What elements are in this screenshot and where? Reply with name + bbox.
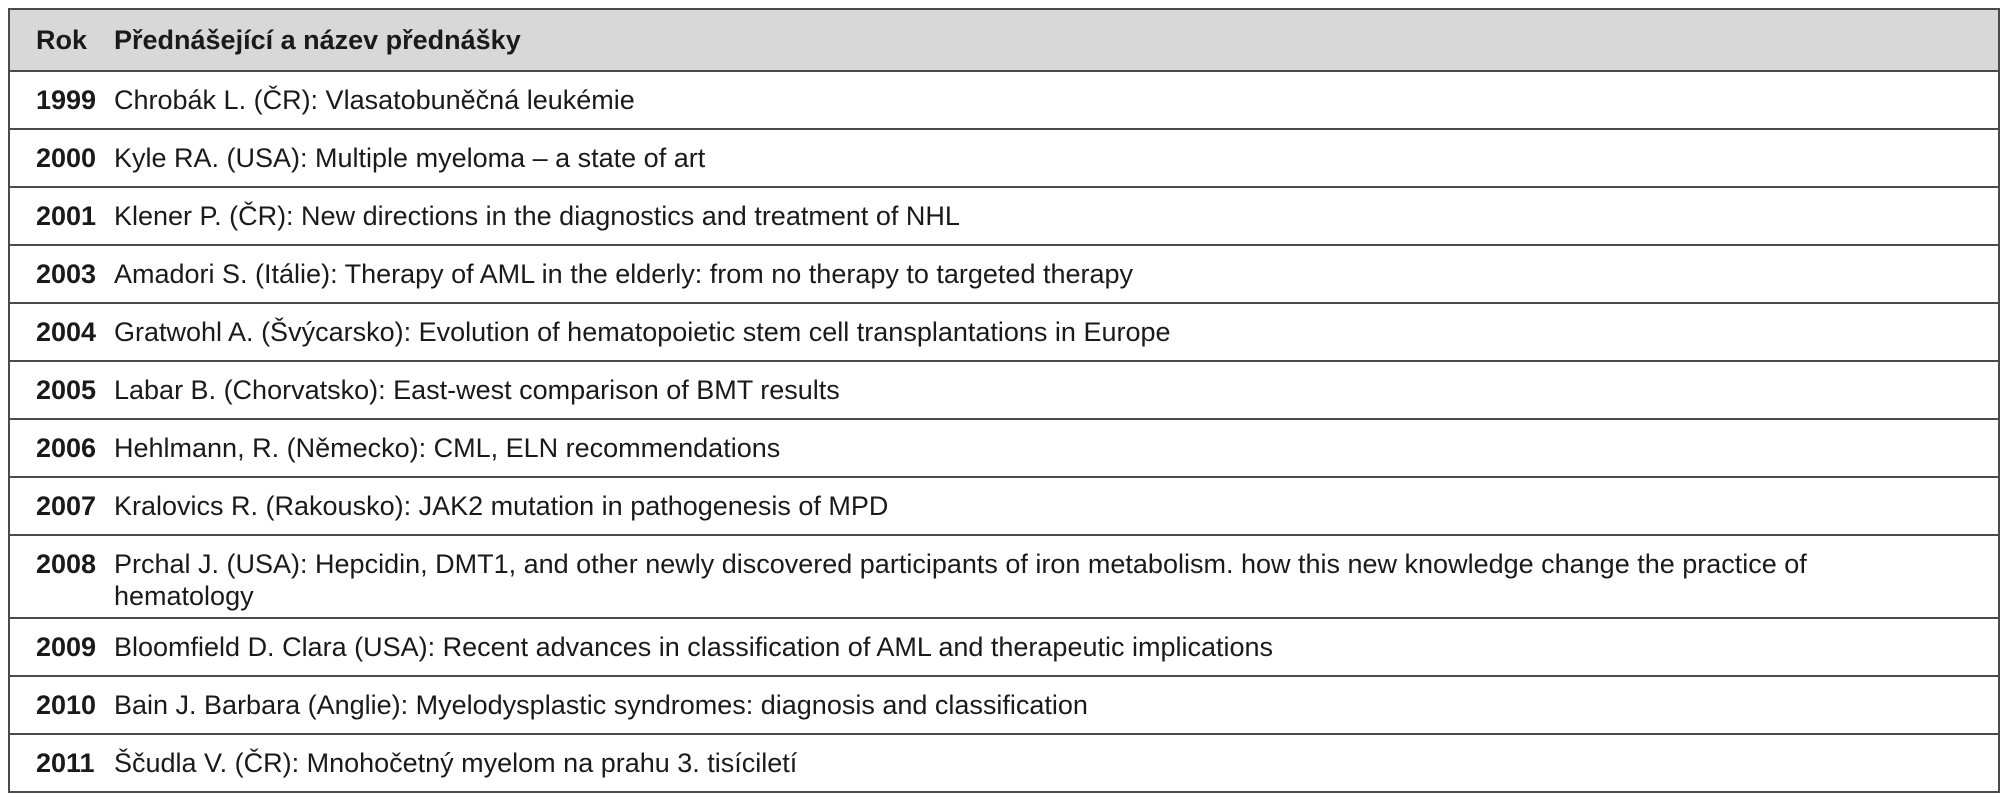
row-text: Hehlmann, R. (Německo): CML, ELN recommendations	[114, 433, 781, 463]
row-year: 2004	[36, 317, 97, 347]
row-year: 2007	[36, 491, 97, 521]
row-year: 1999	[36, 85, 97, 115]
row-text: Bloomfield D. Clara (USA): Recent advances in classification of AML and therapeutic implications	[114, 632, 1274, 662]
row-year: 2009	[36, 632, 97, 662]
lecture-table	[8, 8, 2000, 793]
row-text: Ščudla V. (ČR): Mnohočetný myelom na prahu 3. tisíciletí	[114, 748, 798, 778]
row-text: Chrobák L. (ČR): Vlasatobuněčná leukémie	[114, 85, 635, 115]
row-year: 2006	[36, 433, 97, 463]
row-text: Kyle RA. (USA): Multiple myeloma – a state of art	[114, 143, 706, 173]
table-row	[10, 418, 1998, 476]
row-year: 2008	[36, 549, 97, 579]
table-row	[10, 617, 1998, 675]
header-title: Přednášející a název přednášky	[114, 25, 521, 55]
row-year: 2000	[36, 143, 97, 173]
row-year: 2005	[36, 375, 97, 405]
table-row	[10, 476, 1998, 534]
row-text: Bain J. Barbara (Anglie): Myelodysplastic syndromes: diagnosis and classification	[114, 690, 1088, 720]
table-row	[10, 675, 1998, 733]
row-text: Labar B. (Chorvatsko): East-west comparison of BMT results	[114, 375, 840, 405]
table-row	[10, 534, 1998, 617]
table-row	[10, 186, 1998, 244]
table-header	[10, 10, 1998, 70]
table-row	[10, 128, 1998, 186]
table-row	[10, 360, 1998, 418]
row-text: Klener P. (ČR): New directions in the diagnostics and treatment of NHL	[114, 201, 960, 231]
row-text: Prchal J. (USA): Hepcidin, DMT1, and other newly discovered participants of iron metabolism. how this new knowledge change the practice of hematology	[114, 549, 1815, 611]
row-year: 2011	[36, 748, 95, 778]
table-row	[10, 302, 1998, 360]
row-year: 2010	[36, 690, 97, 720]
row-year: 2001	[36, 201, 97, 231]
row-text: Amadori S. (Itálie): Therapy of AML in the elderly: from no therapy to targeted therapy	[114, 259, 1134, 289]
header-year: Rok	[36, 25, 88, 55]
table-row	[10, 70, 1998, 128]
row-text: Gratwohl A. (Švýcarsko): Evolution of hematopoietic stem cell transplantations in Europe	[114, 317, 1171, 347]
row-text: Kralovics R. (Rakousko): JAK2 mutation in pathogenesis of MPD	[114, 491, 889, 521]
table-row	[10, 733, 1998, 791]
row-year: 2003	[36, 259, 97, 289]
table-row	[10, 244, 1998, 302]
